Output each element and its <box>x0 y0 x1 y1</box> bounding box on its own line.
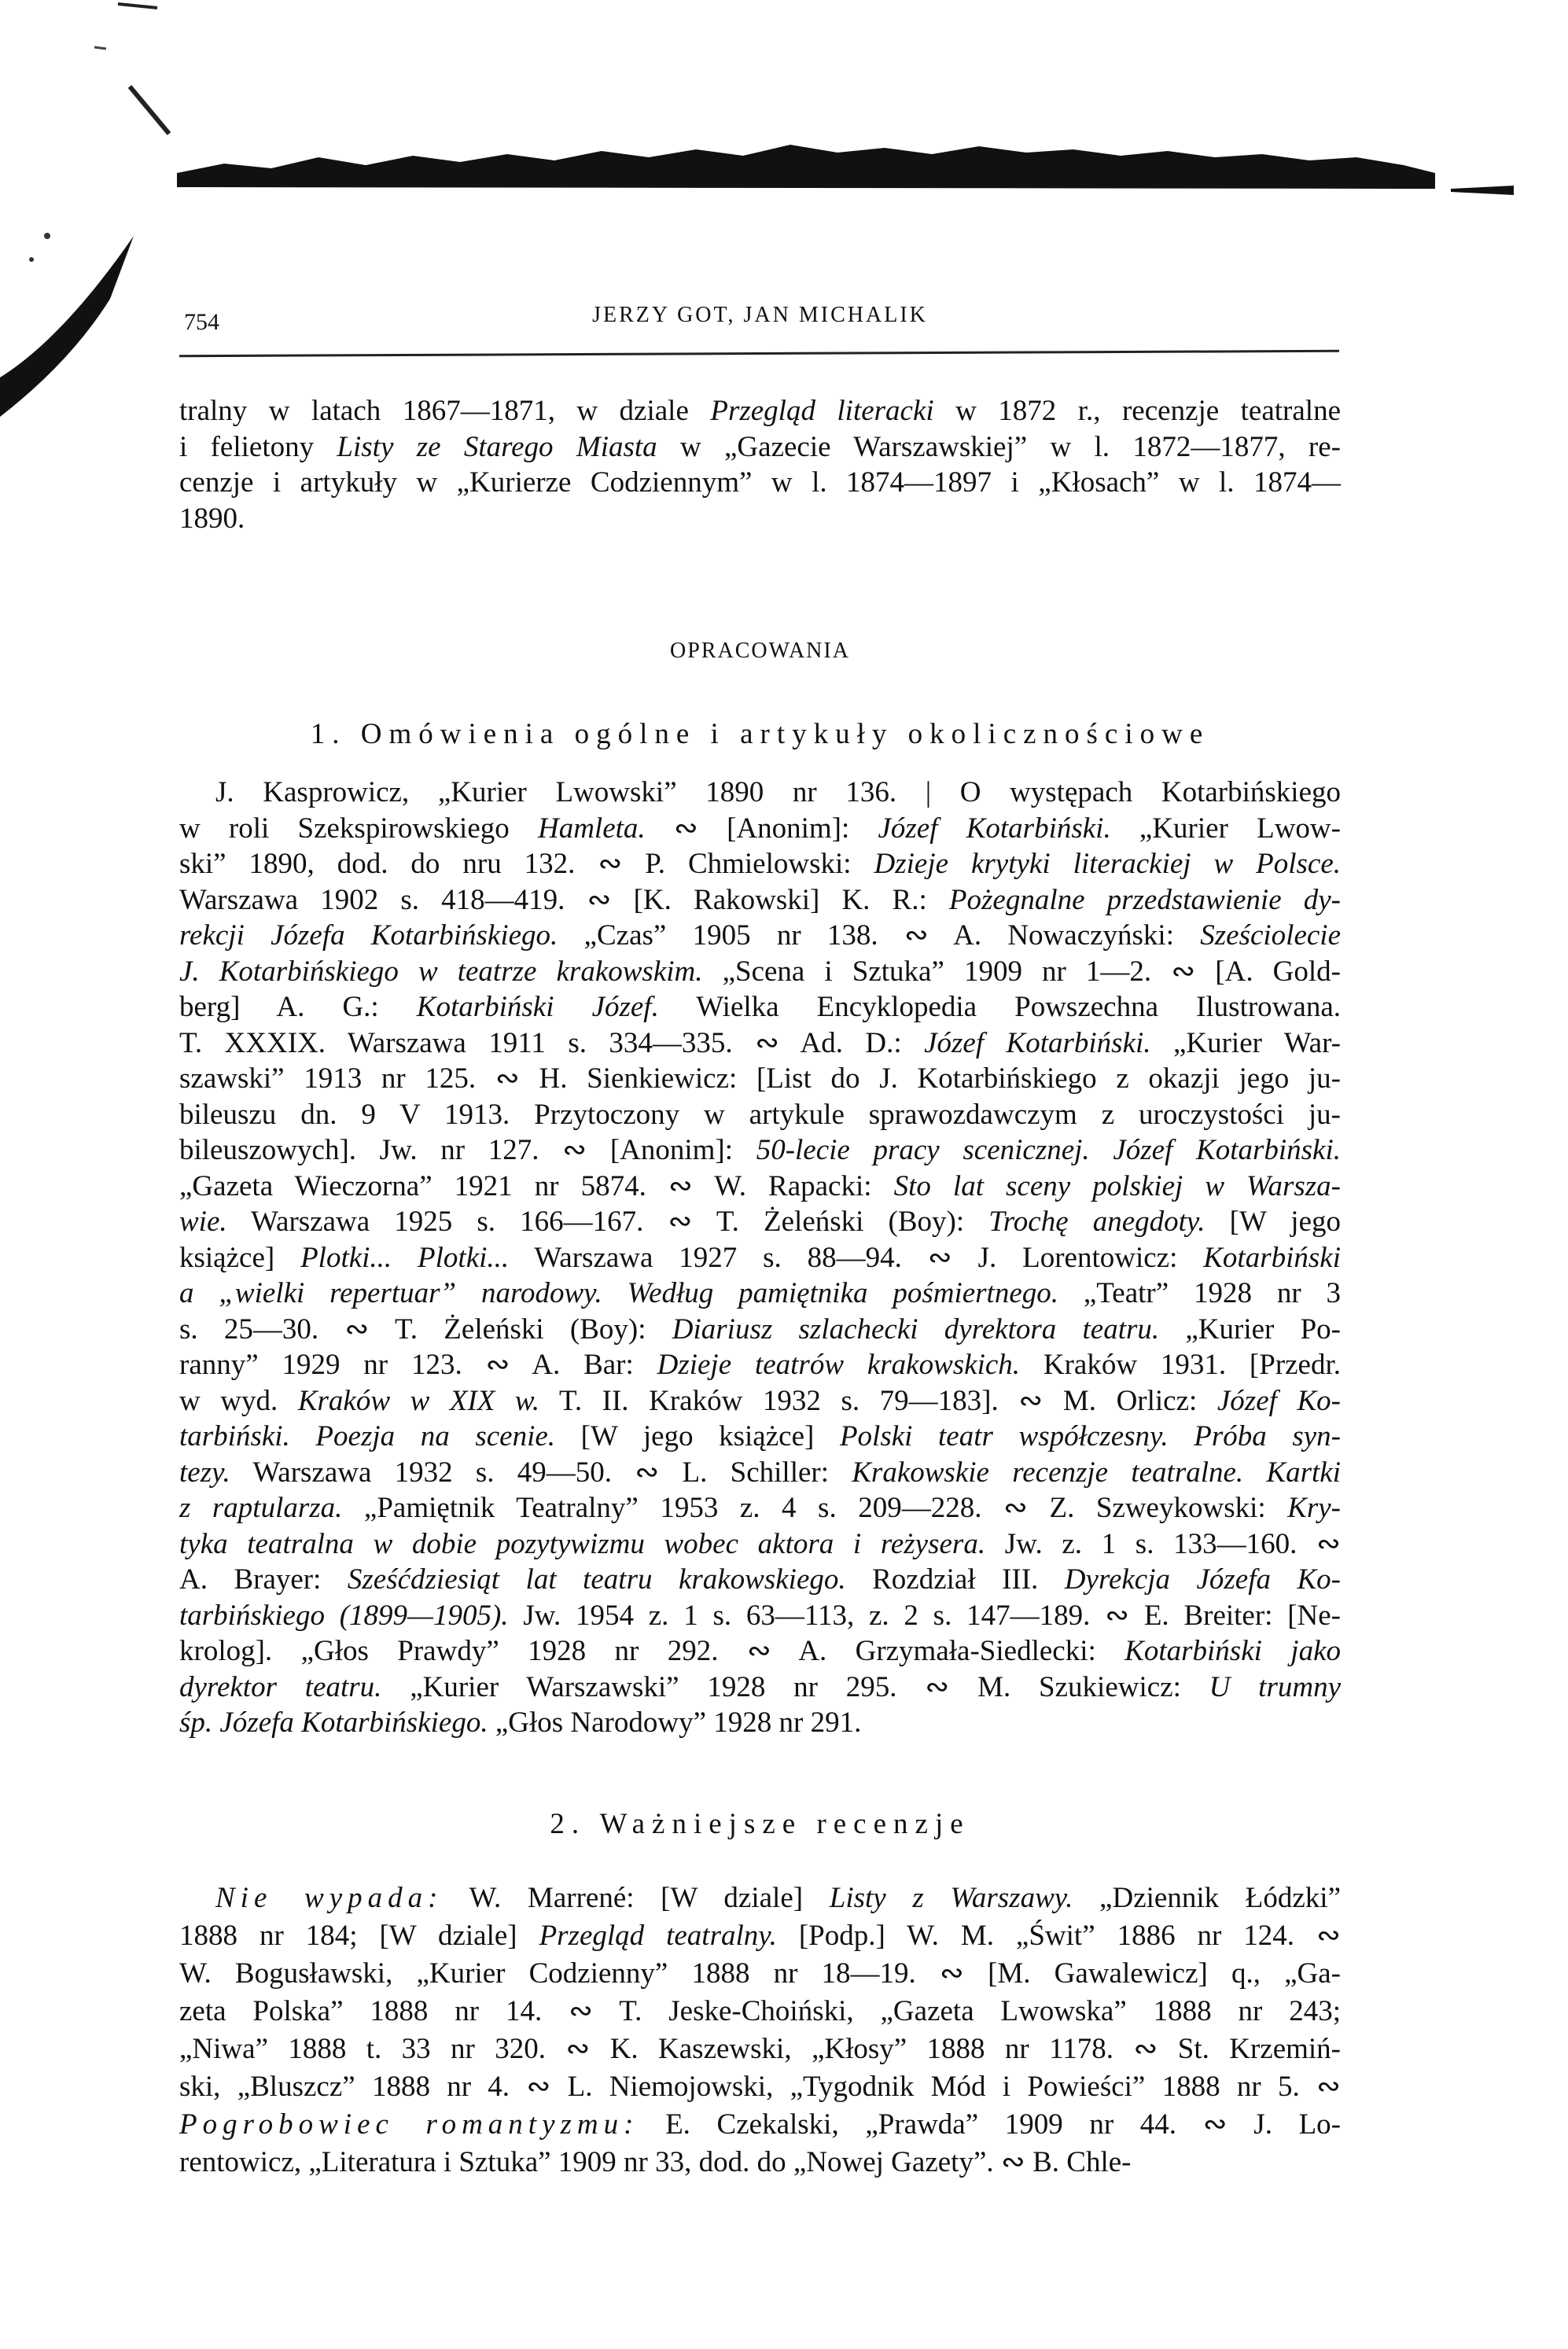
text-segment: ∾ [Anonim]: <box>645 812 878 845</box>
italic-text: Dzieje teatrów krakowskich. <box>657 1349 1021 1381</box>
italic-text: Nie wypada: <box>215 1882 444 1914</box>
italic-text: dyrektor teatru. <box>179 1670 382 1703</box>
text-segment: Jw. z. 1 s. 133—160. ∾ <box>985 1527 1341 1560</box>
italic-text: z raptularza. <box>179 1492 343 1524</box>
text-line <box>179 1455 1341 1491</box>
italic-text: Pogrobowiec romantyzmu: <box>179 2108 639 2141</box>
text-segment: ski” 1890, dod. do nru 132. ∾ P. Chmielowski: <box>179 848 874 880</box>
running-head <box>179 303 1341 342</box>
text-segment: Kraków 1931. [Przedr. <box>1020 1349 1342 1381</box>
italic-text: śp. Józefa Kotarbińskiego. <box>179 1707 488 1739</box>
italic-text: Pożegnalne przedstawienie dy- <box>948 883 1341 916</box>
text-segment: Warszawa 1925 s. 166—167. ∾ T. Żeleński (Boy): <box>226 1206 989 1238</box>
italic-text: tarbiński. Poezja na scenie. <box>179 1420 556 1452</box>
italic-text: Józef Kotarbiński. <box>924 1026 1151 1059</box>
text-line <box>179 1705 1341 1741</box>
text-line <box>179 1633 1341 1670</box>
text-line <box>179 1169 1341 1205</box>
text-segment: „Dziennik Łódzki” <box>1073 1882 1342 1914</box>
italic-text: Józef Kotarbiński. <box>878 812 1111 845</box>
text-line <box>179 882 1341 919</box>
text-segment: „Scena i Sztuka” 1909 nr 1—2. ∾ [A. Gold- <box>702 955 1341 988</box>
text-segment: „Teatr” 1928 nr 3 <box>1058 1277 1341 1309</box>
text-line <box>179 501 1341 537</box>
italic-text: U trumny <box>1209 1670 1342 1703</box>
italic-text: Hamleta. <box>537 812 646 845</box>
text-segment: ski, „Bluszcz” 1888 nr 4. ∾ L. Niemojowski, „Tygodnik Mód i Powieści” 1888 nr 5. ∾ <box>179 2071 1341 2103</box>
text-line <box>179 1419 1341 1455</box>
text-segment: „Kurier Lwow- <box>1110 812 1341 845</box>
italic-text: Kraków w XIX w. <box>297 1384 540 1417</box>
text-segment: W. Marrené: [W dziale] <box>443 1882 830 1914</box>
italic-text: 50-lecie pracy scenicznej. Józef Kotarbiński. <box>756 1134 1342 1166</box>
italic-text: Trochę anegdoty. <box>988 1206 1205 1238</box>
text-line <box>179 1276 1341 1312</box>
italic-text: a „wielki repertuar” narodowy. Według pamiętnika pośmiertnego. <box>179 1277 1059 1309</box>
text-line <box>179 989 1341 1025</box>
text-segment: szawski” 1913 nr 125. ∾ H. Sienkiewicz: [List do J. Kotarbińskiego z okazji jego ju- <box>179 1062 1341 1095</box>
italic-text: Kry- <box>1287 1492 1341 1524</box>
text-segment: Jw. 1954 z. 1 s. 63—113, z. 2 s. 147—189. ∾ E. Breiter: [Ne- <box>508 1599 1341 1632</box>
text-segment: „Kurier Po- <box>1159 1313 1341 1346</box>
text-segment: tralny w latach 1867—1871, w dziale <box>179 395 711 427</box>
text-line <box>179 1526 1341 1563</box>
italic-text: Przegląd teatralny. <box>539 1920 777 1952</box>
text-line <box>179 429 1341 466</box>
italic-text: Diariusz szlachecki dyrektora teatru. <box>672 1313 1160 1346</box>
bibliography-paragraph-1 <box>179 775 1341 1741</box>
text-line <box>179 1383 1341 1419</box>
italic-text: Listy ze Starego Miasta <box>337 430 657 463</box>
scan-artifact <box>0 0 236 440</box>
text-segment: „Niwa” 1888 t. 33 nr 320. ∾ K. Kaszewski, „Kłosy” 1888 nr 1178. ∾ St. Krzemiń- <box>179 2033 1341 2065</box>
text-line <box>179 2031 1341 2068</box>
intro-paragraph <box>179 393 1341 536</box>
text-segment: Rozdział III. <box>845 1563 1065 1596</box>
italic-text: Dzieje krytyki literackiej w Polsce. <box>874 848 1341 880</box>
text-segment: Wielka Encyklopedia Powszechna Ilustrowana. <box>658 991 1341 1023</box>
text-segment: T. XXXIX. Warszawa 1911 s. 334—335. ∾ Ad. D.: <box>179 1026 925 1059</box>
text-line <box>179 1562 1341 1598</box>
text-segment: w „Gazecie Warszawskiej” w l. 1872—1877, re- <box>657 430 1341 463</box>
text-line <box>179 811 1341 847</box>
italic-text: Sześćdziesiąt lat teatru krakowskiego. <box>347 1563 846 1596</box>
text-segment: 1890. <box>179 502 245 535</box>
text-segment: w 1872 r., recenzje teatralne <box>933 395 1341 427</box>
italic-text: Sto lat sceny polskiej w Warsza- <box>893 1169 1341 1202</box>
text-segment: [Podp.] W. M. „Świt” 1886 nr 124. ∾ <box>776 1920 1341 1952</box>
text-segment: „Pamiętnik Teatralny” 1953 z. 4 s. 209—228. ∾ Z. Szweykowski: <box>342 1492 1288 1524</box>
text-line <box>179 1061 1341 1097</box>
italic-text: tyka teatralna w dobie pozytywizmu wobec aktora i reżysera. <box>179 1527 986 1560</box>
text-line <box>179 1025 1341 1062</box>
bibliography-paragraph-2 <box>179 1880 1341 2181</box>
text-segment: bileuszu dn. 9 V 1913. Przytoczony w artykule sprawozdawczym z uroczystości ju- <box>179 1098 1341 1131</box>
italic-text: rekcji Józefa Kotarbińskiego. <box>179 919 558 952</box>
italic-text: Przegląd literacki <box>710 395 934 427</box>
text-segment: cenzje i artykuły w „Kurierze Codziennym” w l. 1874—1897 i „Kłosach” w l. 1874— <box>179 466 1341 499</box>
text-line <box>179 1132 1341 1169</box>
running-title: JERZY GOT, JAN MICHALIK <box>592 303 928 327</box>
text-line <box>179 1347 1341 1383</box>
text-segment: W. Bogusławski, „Kurier Codzienny” 1888 nr 18—19. ∾ [M. Gawalewicz] q., „Ga- <box>179 1957 1341 1990</box>
scan-edge-banner <box>177 134 1514 204</box>
text-segment: bileuszowych]. Jw. nr 127. ∾ [Anonim]: <box>179 1134 756 1166</box>
text-line <box>179 1880 1341 1917</box>
text-segment: [W jego książce] <box>555 1420 840 1452</box>
italic-text: Sześciolecie <box>1200 919 1341 952</box>
italic-text: Polski teatr współczesny. Próba syn- <box>839 1420 1341 1452</box>
text-line <box>179 393 1341 429</box>
text-line <box>179 1204 1341 1240</box>
text-segment: zeta Polska” 1888 nr 14. ∾ T. Jeske-Choiński, „Gazeta Lwowska” 1888 nr 243; <box>179 1995 1341 2027</box>
section-label: OPRACOWANIA <box>670 639 850 663</box>
text-segment: berg] A. G.: <box>179 991 417 1023</box>
text-segment: Warszawa 1927 s. 88—94. ∾ J. Lorentowicz: <box>509 1241 1204 1274</box>
text-line <box>179 2106 1341 2144</box>
text-segment: w wyd. <box>179 1384 298 1417</box>
text-segment: w roli Szekspirowskiego <box>179 812 538 845</box>
text-line <box>179 954 1341 990</box>
page-number: 754 <box>184 309 219 335</box>
text-line <box>179 1598 1341 1634</box>
text-line <box>179 2144 1341 2181</box>
italic-text: Kotarbiński jako <box>1124 1635 1341 1667</box>
text-segment: „Gazeta Wieczorna” 1921 nr 5874. ∾ W. Rapacki: <box>179 1169 894 1202</box>
italic-text: Plotki... Plotki... <box>300 1241 510 1274</box>
text-segment: Warszawa 1932 s. 49—50. ∾ L. Schiller: <box>230 1456 852 1489</box>
text-segment: s. 25—30. ∾ T. Żeleński (Boy): <box>179 1313 672 1346</box>
text-line <box>179 775 1341 811</box>
italic-text: Krakowskie recenzje teatralne. Kartki <box>852 1456 1341 1489</box>
text-line <box>179 846 1341 882</box>
text-segment: T. II. Kraków 1932 s. 79—183]. ∾ M. Orlicz: <box>539 1384 1217 1417</box>
text-segment: A. Brayer: <box>179 1563 348 1596</box>
text-line <box>179 1097 1341 1133</box>
italic-text: tezy. <box>179 1456 230 1489</box>
text-segment: rentowicz, „Literatura i Sztuka” 1909 nr 33, dod. do „Nowej Gazety”. ∾ B. Chle- <box>179 2146 1132 2178</box>
text-line <box>179 2068 1341 2106</box>
text-segment: E. Czekalski, „Prawda” 1909 nr 44. ∾ J. Lo- <box>639 2108 1341 2141</box>
text-line <box>179 1240 1341 1276</box>
text-segment: „Kurier Warszawski” 1928 nr 295. ∾ M. Szukiewicz: <box>381 1670 1209 1703</box>
text-line <box>179 1917 1341 1955</box>
italic-text: Kotarbiński <box>1203 1241 1341 1274</box>
text-segment: Warszawa 1902 s. 418—419. ∾ [K. Rakowski] K. R.: <box>179 883 949 916</box>
text-segment: „Kurier War- <box>1150 1026 1341 1059</box>
italic-text: Kotarbiński Józef. <box>416 991 659 1023</box>
text-segment: [W jego <box>1205 1206 1342 1238</box>
italic-text: Józef Ko- <box>1216 1384 1341 1417</box>
text-segment: i felietony <box>179 430 337 463</box>
text-line <box>179 1490 1341 1526</box>
section-heading-2: 2. Ważniejsze recenzje <box>550 1808 970 1840</box>
italic-text: J. Kotarbińskiego w teatrze krakowskim. <box>179 955 703 988</box>
italic-text: wie. <box>179 1206 227 1238</box>
text-line <box>179 465 1341 501</box>
italic-text: tarbińskiego (1899—1905). <box>179 1599 509 1632</box>
text-line <box>179 1312 1341 1348</box>
section-heading-1: 1. Omówienia ogólne i artykuły okolicznościowe <box>310 718 1210 750</box>
text-segment: książce] <box>179 1241 301 1274</box>
text-segment: krolog]. „Głos Prawdy” 1928 nr 292. ∾ A. Grzymała-Siedlecki: <box>179 1635 1125 1667</box>
text-line <box>179 1993 1341 2031</box>
text-segment: 1888 nr 184; [W dziale] <box>179 1920 539 1952</box>
text-segment: J. Kasprowicz, „Kurier Lwowski” 1890 nr 136. | O występach Kotarbińskiego <box>215 776 1341 808</box>
text-segment: „Czas” 1905 nr 138. ∾ A. Nowaczyński: <box>558 919 1201 952</box>
text-line <box>179 918 1341 954</box>
text-line <box>179 1955 1341 1993</box>
italic-text: Listy z Warszawy. <box>829 1882 1073 1914</box>
italic-text: Dyrekcja Józefa Ko- <box>1064 1563 1341 1596</box>
text-line <box>179 1670 1341 1706</box>
text-segment: „Głos Narodowy” 1928 nr 291. <box>488 1707 862 1739</box>
header-rule <box>179 350 1339 357</box>
text-segment: ranny” 1929 nr 123. ∾ A. Bar: <box>179 1349 657 1381</box>
